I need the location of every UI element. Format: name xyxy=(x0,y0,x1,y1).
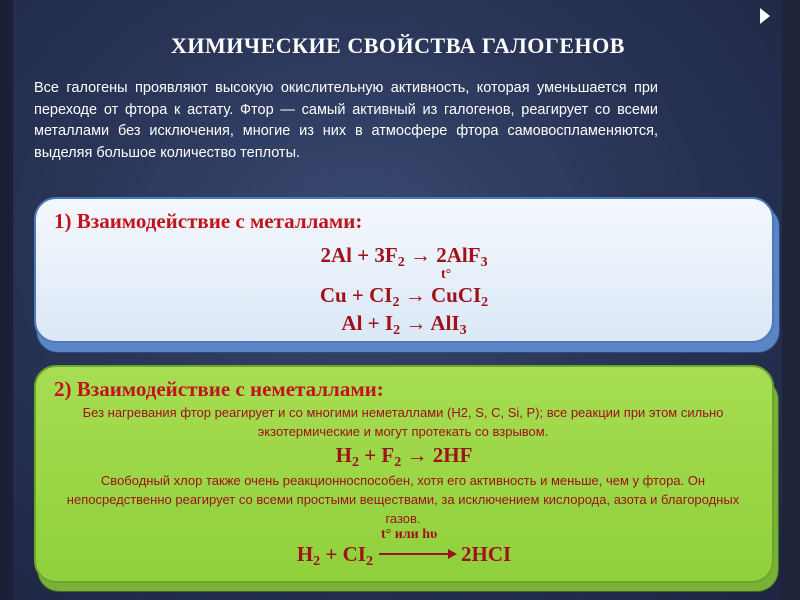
nonmetals-text-chlorine: Свободный хлор также очень реакционноспособен, хотя его активность и меньше, чем у фтора. Он непосредственно реагирует со всеми простыми веществами, за исключением кислорода, азота и благородных газов. xyxy=(66,473,740,526)
eq-part: 2HCI xyxy=(460,542,512,566)
eq-subscript: 2 xyxy=(313,554,321,569)
eq-subscript: 2 xyxy=(397,255,405,270)
eq-part: + CI xyxy=(320,542,366,566)
intro-paragraph: Все галогены проявляют высокую окислительную активность, которая уменьшается при переходе от фтора к астату. Фтор — самый активный из галогенов, реагирует со всеми металлами без исключения, многие из них в атмосфере фтора самовоспламеняются, выделяя большое количество теплоты. xyxy=(34,80,658,161)
eq-subscript: 2 xyxy=(394,455,402,470)
eq-part: → 2HF xyxy=(401,443,473,467)
eq-subscript: 3 xyxy=(480,255,488,270)
eq-subscript: 2 xyxy=(481,295,489,310)
eq-part: H xyxy=(296,542,314,566)
eq-part: Al + I xyxy=(341,311,394,335)
eq-part: H xyxy=(335,443,352,467)
nonmetals-equation-2 xyxy=(36,542,772,570)
nonmetals-text-fluorine: Без нагревания фтор реагирует и со многими неметаллами (H2, S, C, Si, P); все реакции при этом сильно экзотермические и могут протекать со взрывом. xyxy=(82,405,724,439)
right-edge-bar xyxy=(782,0,800,600)
eq-subscript: 2 xyxy=(351,455,359,470)
eq-subscript: 2 xyxy=(365,554,373,569)
nonmetals-heading: 2) Взаимодействие с неметаллами: xyxy=(54,377,384,401)
eq-part: Cu + CI xyxy=(319,283,393,307)
eq-subscript: 3 xyxy=(459,323,467,338)
eq-part: → 2AlF xyxy=(404,243,481,267)
metals-equation-1 xyxy=(36,243,772,271)
eq-subscript: 2 xyxy=(393,323,401,338)
metals-box xyxy=(34,197,774,343)
long-arrow-icon xyxy=(379,553,455,555)
left-edge-bar xyxy=(0,0,13,600)
eq-part: → AlI xyxy=(400,311,460,335)
nonmetals-equation-1 xyxy=(36,443,772,471)
metals-equation-2 xyxy=(36,283,772,311)
eq-part: 2Al + 3F xyxy=(320,243,398,267)
nonmetals-box xyxy=(34,365,774,583)
eq-part: → CuCI xyxy=(399,283,482,307)
eq-part: + F xyxy=(358,443,395,467)
eq-subscript: 2 xyxy=(392,295,400,310)
metals-equation-3 xyxy=(36,311,772,339)
nonmetals-condition: t° или hυ xyxy=(381,527,438,542)
metals-heading: 1) Взаимодействие с металлами: xyxy=(54,209,363,233)
slide-title: ХИМИЧЕСКИЕ СВОЙСТВА ГАЛОГЕНОВ xyxy=(171,33,625,58)
play-triangle-icon xyxy=(760,8,770,24)
metals-condition: t° xyxy=(441,267,452,282)
